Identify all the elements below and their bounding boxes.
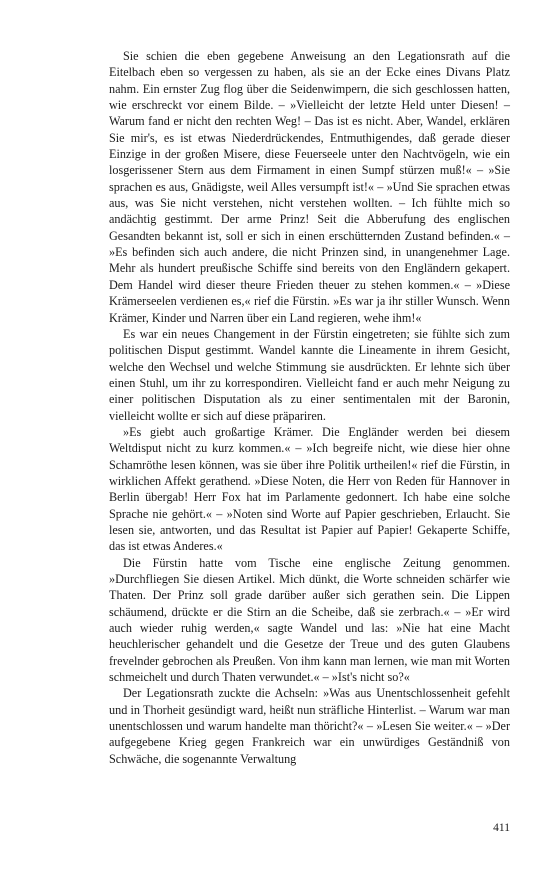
paragraph-2: Es war ein neues Changement in der Fürstin eingetreten; sie fühlte sich zum politischen Disput gestimmt. Wandel kannte die Lineamente in ihrem Gesicht, welche den Wechsel und welche Stimmung sie ausdrückten. Er lehnte sich über einen Stuhl, um ihr zu korrespondiren. Vielleicht fand er auch mehr Neigung zu einer politischen Disputation als zu einer sentimentalen mit der Baronin, vielleicht wollte er sich auf diese präpariren. — [109, 326, 510, 423]
paragraph-4: Die Fürstin hatte vom Tische eine englische Zeitung genommen. »Durchfliegen Sie diesen Artikel. Mich dünkt, die Worte schneiden schärfer wie Thaten. Der Prinz soll grade darüber außer sich gerathen sein. Die Lippen schäumend, drückte er die Stirn an die Scheibe, daß sie zerbrach.« – »Er wird auch wieder ruhig werden,« sagte Wandel und las: »Nie hat eine Macht heuchlerischer gehandelt und die Gesetze der Treue und des guten Glaubens frevelnder gebrochen als Preußen. Von ihm kann man lernen, wie man mit Worten schmeichelt und durch Thaten verwundet.« – »Ist's nicht so?« — [109, 555, 510, 685]
paragraph-1: Sie schien die eben gegebene Anweisung an den Legationsrath auf die Eitelbach eben so vergessen zu haben, als sie an der Ecke eines Divans Platz nahm. Ein ernster Zug flog über die Seidenwimpern, die sich geschlossen hatten, wie erschreckt vor einem Bilde. – »Vielleicht der letzte Held unter Diesen! – Warum fand er nicht den rechten Weg! – Das ist es nicht. Aber, Wandel, erklären Sie mir's, es ist etwas Niederdrückendes, Entmuthigendes, daß gerade dieser Einzige in der großen Misere, diese Feuerseele unter den Nachtvögeln, wie ein losgerissener Stern aus dem Firmament in einen Sumpf stürzen muß!« – »Sie sprachen es aus, Gnädigste, weil Alles versumpft ist!« – »Und Sie sprachen etwas aus, was Sie nicht verstehen, nicht verstehen wollten. – Ich fühlte mich so andächtig gestimmt. Der arme Prinz! Seit die Abberufung des englischen Gesandten bekannt ist, soll er sich in einen erschütternden Zustand befinden.« – »Es befinden sich auch andere, die nicht Prinzen sind, in unangenehmer Lage. Mehr als hundert preußische Schiffe sind bereits von den Engländern gekapert. Dem Handel wird dieser theure Frieden theuer zu stehen kommen.« – »Diese Krämerseelen verdienen es,« rief die Fürstin. »Es war ja ihr stiller Wunsch. Wenn Krämer, Kinder und Narren über ein Land regieren, wehe ihm!« — [109, 49, 510, 325]
paragraph-3: »Es giebt auch großartige Krämer. Die Engländer werden bei diesem Weltdisput nicht zu kurz kommen.« – »Ich begreife nicht, wie diese hier ohne Schamröthe lesen können, was sie über ihre Politik urtheilen!« rief die Fürstin, in wirklichen Affekt gerathend. »Diese Noten, die Herr von Reden für Hannover in Berlin übergab! Herr Fox hat im Parlamente gedonnert. Ich habe eine solche Sprache nie gehört.« – »Noten sind Worte auf Papier geschrieben, Erlaucht. Sie lesen sie, antworten, und das Resultat ist Papier auf Papier! Gekaperte Schiffe, das ist etwas Anderes.« — [109, 424, 510, 554]
page-number: 411 — [493, 822, 510, 834]
body-text — [109, 48, 510, 767]
paragraph-5: Der Legationsrath zuckte die Achseln: »Was aus Unentschlossenheit gefehlt und in Thorheit gesündigt ward, heißt nun sträfliche Hinterlist. – Warum war man unentschlossen und warum handelte man thöricht?« – »Lesen Sie weiter.« – »Der aufgegebene Krieg gegen Frankreich war ein unwürdiges Geständniß von Schwäche, die sogenannte Verwaltung — [109, 686, 510, 766]
